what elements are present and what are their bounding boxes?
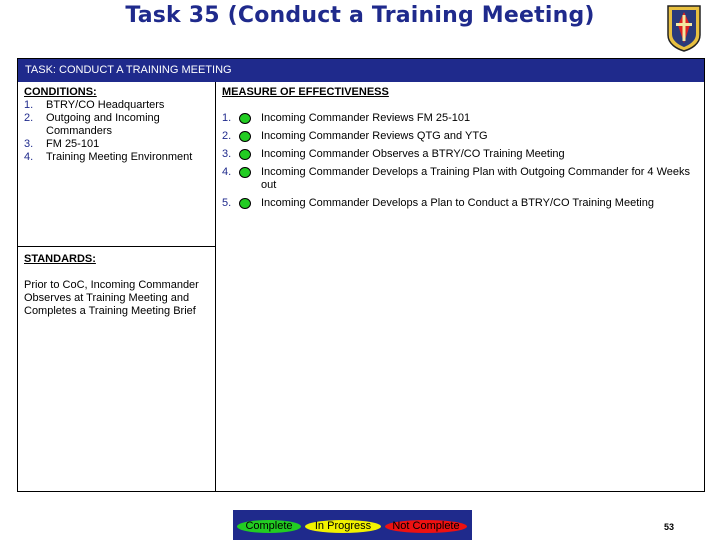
measure-text: Incoming Commander Reviews FM 25-101 <box>261 112 471 124</box>
conditions-cell <box>18 82 215 247</box>
condition-item <box>24 112 209 138</box>
standards-cell <box>18 247 215 491</box>
condition-text: Outgoing and Incoming Commanders <box>46 112 160 137</box>
conditions-list <box>24 99 209 164</box>
page-title: Task 35 (Conduct a Training Meeting) <box>125 3 595 28</box>
legend-complete: Complete <box>237 520 301 533</box>
condition-number: 3. <box>24 138 34 150</box>
status-indicator-icon <box>239 167 251 178</box>
condition-text: BTRY/CO Headquarters <box>46 99 165 111</box>
task-header: TASK: CONDUCT A TRAINING MEETING <box>18 59 704 82</box>
standards-text: Prior to CoC, Incoming Commander Observes at Training Meeting and Completes a Training Meeting Brief <box>24 279 199 317</box>
measure-number: 1. <box>222 112 232 124</box>
measure-number: 3. <box>222 148 232 160</box>
page-number: 53 <box>664 522 675 532</box>
measure-number: 4. <box>222 166 232 178</box>
measures-cell <box>216 82 704 491</box>
measure-item <box>222 148 698 161</box>
measures-heading: MEASURE OF EFFECTIVENESS <box>222 86 389 98</box>
conditions-heading: CONDITIONS: <box>24 86 97 98</box>
measure-text: Incoming Commander Observes a BTRY/CO Training Meeting <box>261 148 565 160</box>
status-indicator-icon <box>239 113 251 124</box>
unit-insignia-icon <box>664 3 704 53</box>
measure-text: Incoming Commander Develops a Training Plan with Outgoing Commander for 4 Weeks out <box>261 166 690 191</box>
condition-item <box>24 138 209 151</box>
legend-in-progress: In Progress <box>305 520 381 533</box>
measure-item <box>222 130 698 143</box>
condition-number: 4. <box>24 151 34 163</box>
status-indicator-icon <box>239 149 251 160</box>
status-indicator-icon <box>239 131 251 142</box>
condition-item <box>24 151 209 164</box>
condition-item <box>24 99 209 112</box>
standards-heading: STANDARDS: <box>24 253 96 265</box>
measures-list <box>222 112 698 210</box>
measure-text: Incoming Commander Develops a Plan to Conduct a BTRY/CO Training Meeting <box>261 197 654 209</box>
measure-number: 5. <box>222 197 232 209</box>
condition-text: Training Meeting Environment <box>46 151 193 163</box>
measure-item <box>222 197 698 210</box>
measure-item <box>222 166 698 192</box>
task-table <box>17 58 705 492</box>
condition-number: 1. <box>24 99 34 111</box>
measure-item <box>222 112 698 125</box>
condition-text: FM 25-101 <box>46 138 100 150</box>
measure-number: 2. <box>222 130 232 142</box>
status-legend <box>233 510 472 540</box>
condition-number: 2. <box>24 112 34 124</box>
status-indicator-icon <box>239 198 251 209</box>
legend-not-complete: Not Complete <box>385 520 467 533</box>
left-column <box>18 82 216 491</box>
measure-text: Incoming Commander Reviews QTG and YTG <box>261 130 488 142</box>
